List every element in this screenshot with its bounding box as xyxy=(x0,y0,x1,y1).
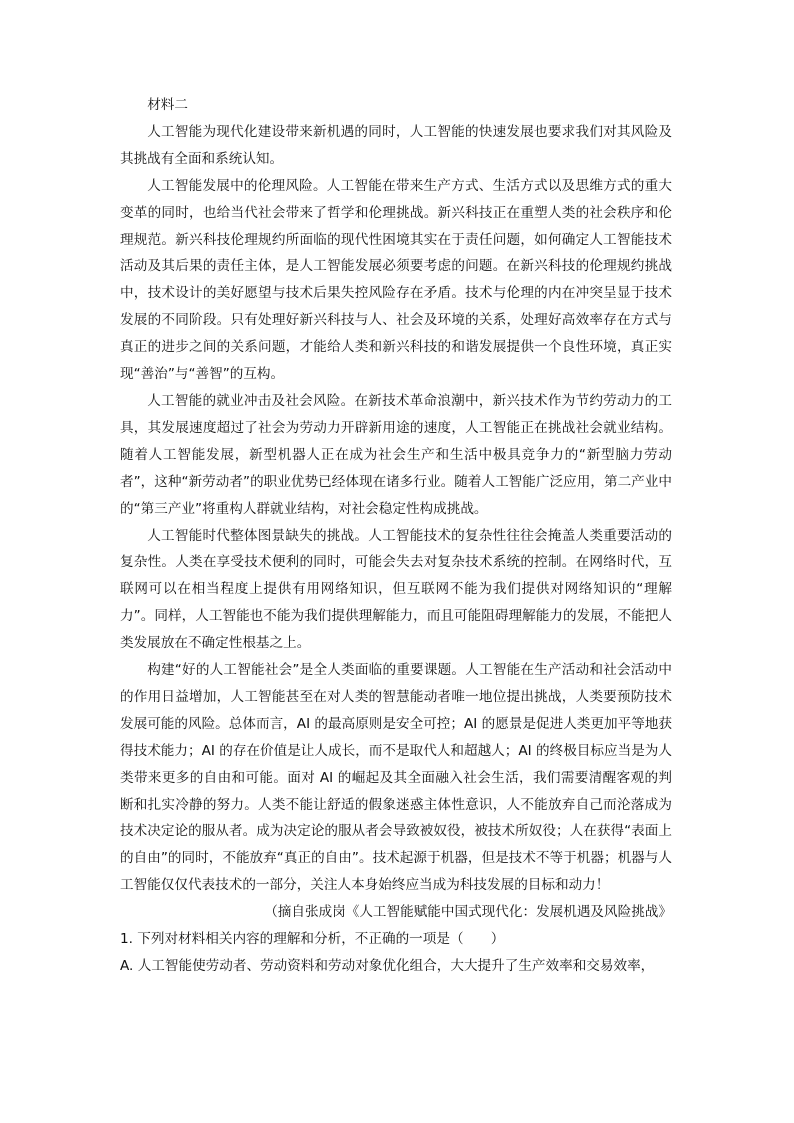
document-page xyxy=(120,92,672,980)
paragraph-good-ai-society: 构建“好的人工智能社会”是全人类面临的重要课题。人工智能在生产活动和社会活动中的作用日益增加，人工智能甚至在对人类的智慧能动者唯一地位提出挑战，人类要预防技术发展可能的风险。总体而言，AI 的最高原则是安全可控；AI 的愿景是促进人类更加平等地获得技术能力；AI 的存在价值是让人成长，而不是取代人和超越人；AI 的终极目标应当是为人类带来更多的自由和可能。面对 AI 的崛起及其全面融入社会生活，我们需要清醒客观的判断和扎实冷静的努力。人类不能让舒适的假象迷惑主体性意识，人不能放弃自己而沦落成为技术决定论的服从者。成为决定论的服从者会导致被奴役，被技术所奴役；人在获得“表面上的自由”的同时，不能放弃“真正的自由”。技术起源于机器，但是技术不等于机器；机器与人工智能仅仅代表技术的一部分，关注人本身始终应当成为科技发展的目标和动力！ xyxy=(120,662,672,894)
question-option-a: A. 人工智能使劳动者、劳动资料和劳动对象优化组合，大大提升了生产效率和交易效率， xyxy=(120,958,655,974)
paragraph-ethics-risk: 人工智能发展中的伦理风险。人工智能在带来生产方式、生活方式以及思维方式的重大变革的同时，也给当代社会带来了哲学和伦理挑战。新兴科技正在重塑人类的社会秩序和伦理规范。新兴科技伦理规约所面临的现代性困境其实在于责任问题，如何确定人工智能技术活动及其后果的责任主体，是人工智能发展必须要考虑的问题。在新兴科技的伦理规约挑战中，技术设计的美好愿望与技术后果失控风险存在矛盾。技术与伦理的内在冲突呈显于技术发展的不同阶段。只有处理好新兴科技与人、社会及环境的关系，处理好高效率存在方式与真正的进步之间的关系问题，才能给人类和新兴科技的和谐发展提供一个良性环境，真正实现“善治”与“善智”的互构。 xyxy=(120,177,672,383)
question-stem: 1. 下列对材料相关内容的理解和分析，不正确的一项是（ ） xyxy=(120,931,505,948)
material-heading: 材料二 xyxy=(147,97,188,113)
paragraph-employment-risk: 人工智能的就业冲击及社会风险。在新技术革命浪潮中，新兴技术作为节约劳动力的工具，其发展速度超过了社会为劳动力开辟新用途的速度，人工智能正在挑战社会就业结构。随着人工智能发展，新型机器人正在成为社会生产和生活中极具竞争力的“新型脑力劳动者”，这种“新劳动者”的职业优势已经体现在诸多行业。随着人工智能广泛应用，第二产业中的“第三产业”将重构人群就业结构，对社会稳定性构成挑战。 xyxy=(120,392,672,517)
paragraph-panorama-challenge: 人工智能时代整体图景缺失的挑战。人工智能技术的复杂性往往会掩盖人类重要活动的复杂性。人类在享受技术便利的同时，可能会失去对复杂技术系统的控制。在网络时代，互联网可以在相当程度上提供有用网络知识，但互联网不能为我们提供对网络知识的“理解力”。同样，人工智能也不能为我们提供理解能力，而且可能阻碍理解能力的发展，不能把人类发展放在不确定性根基之上。 xyxy=(120,527,672,652)
source-citation: （摘自张成岗《人工智能赋能中国式现代化：发展机遇及风险挑战》 xyxy=(264,904,672,921)
paragraph-intro: 人工智能为现代化建设带来新机遇的同时，人工智能的快速发展也要求我们对其风险及其挑战有全面和系统认知。 xyxy=(120,123,672,167)
